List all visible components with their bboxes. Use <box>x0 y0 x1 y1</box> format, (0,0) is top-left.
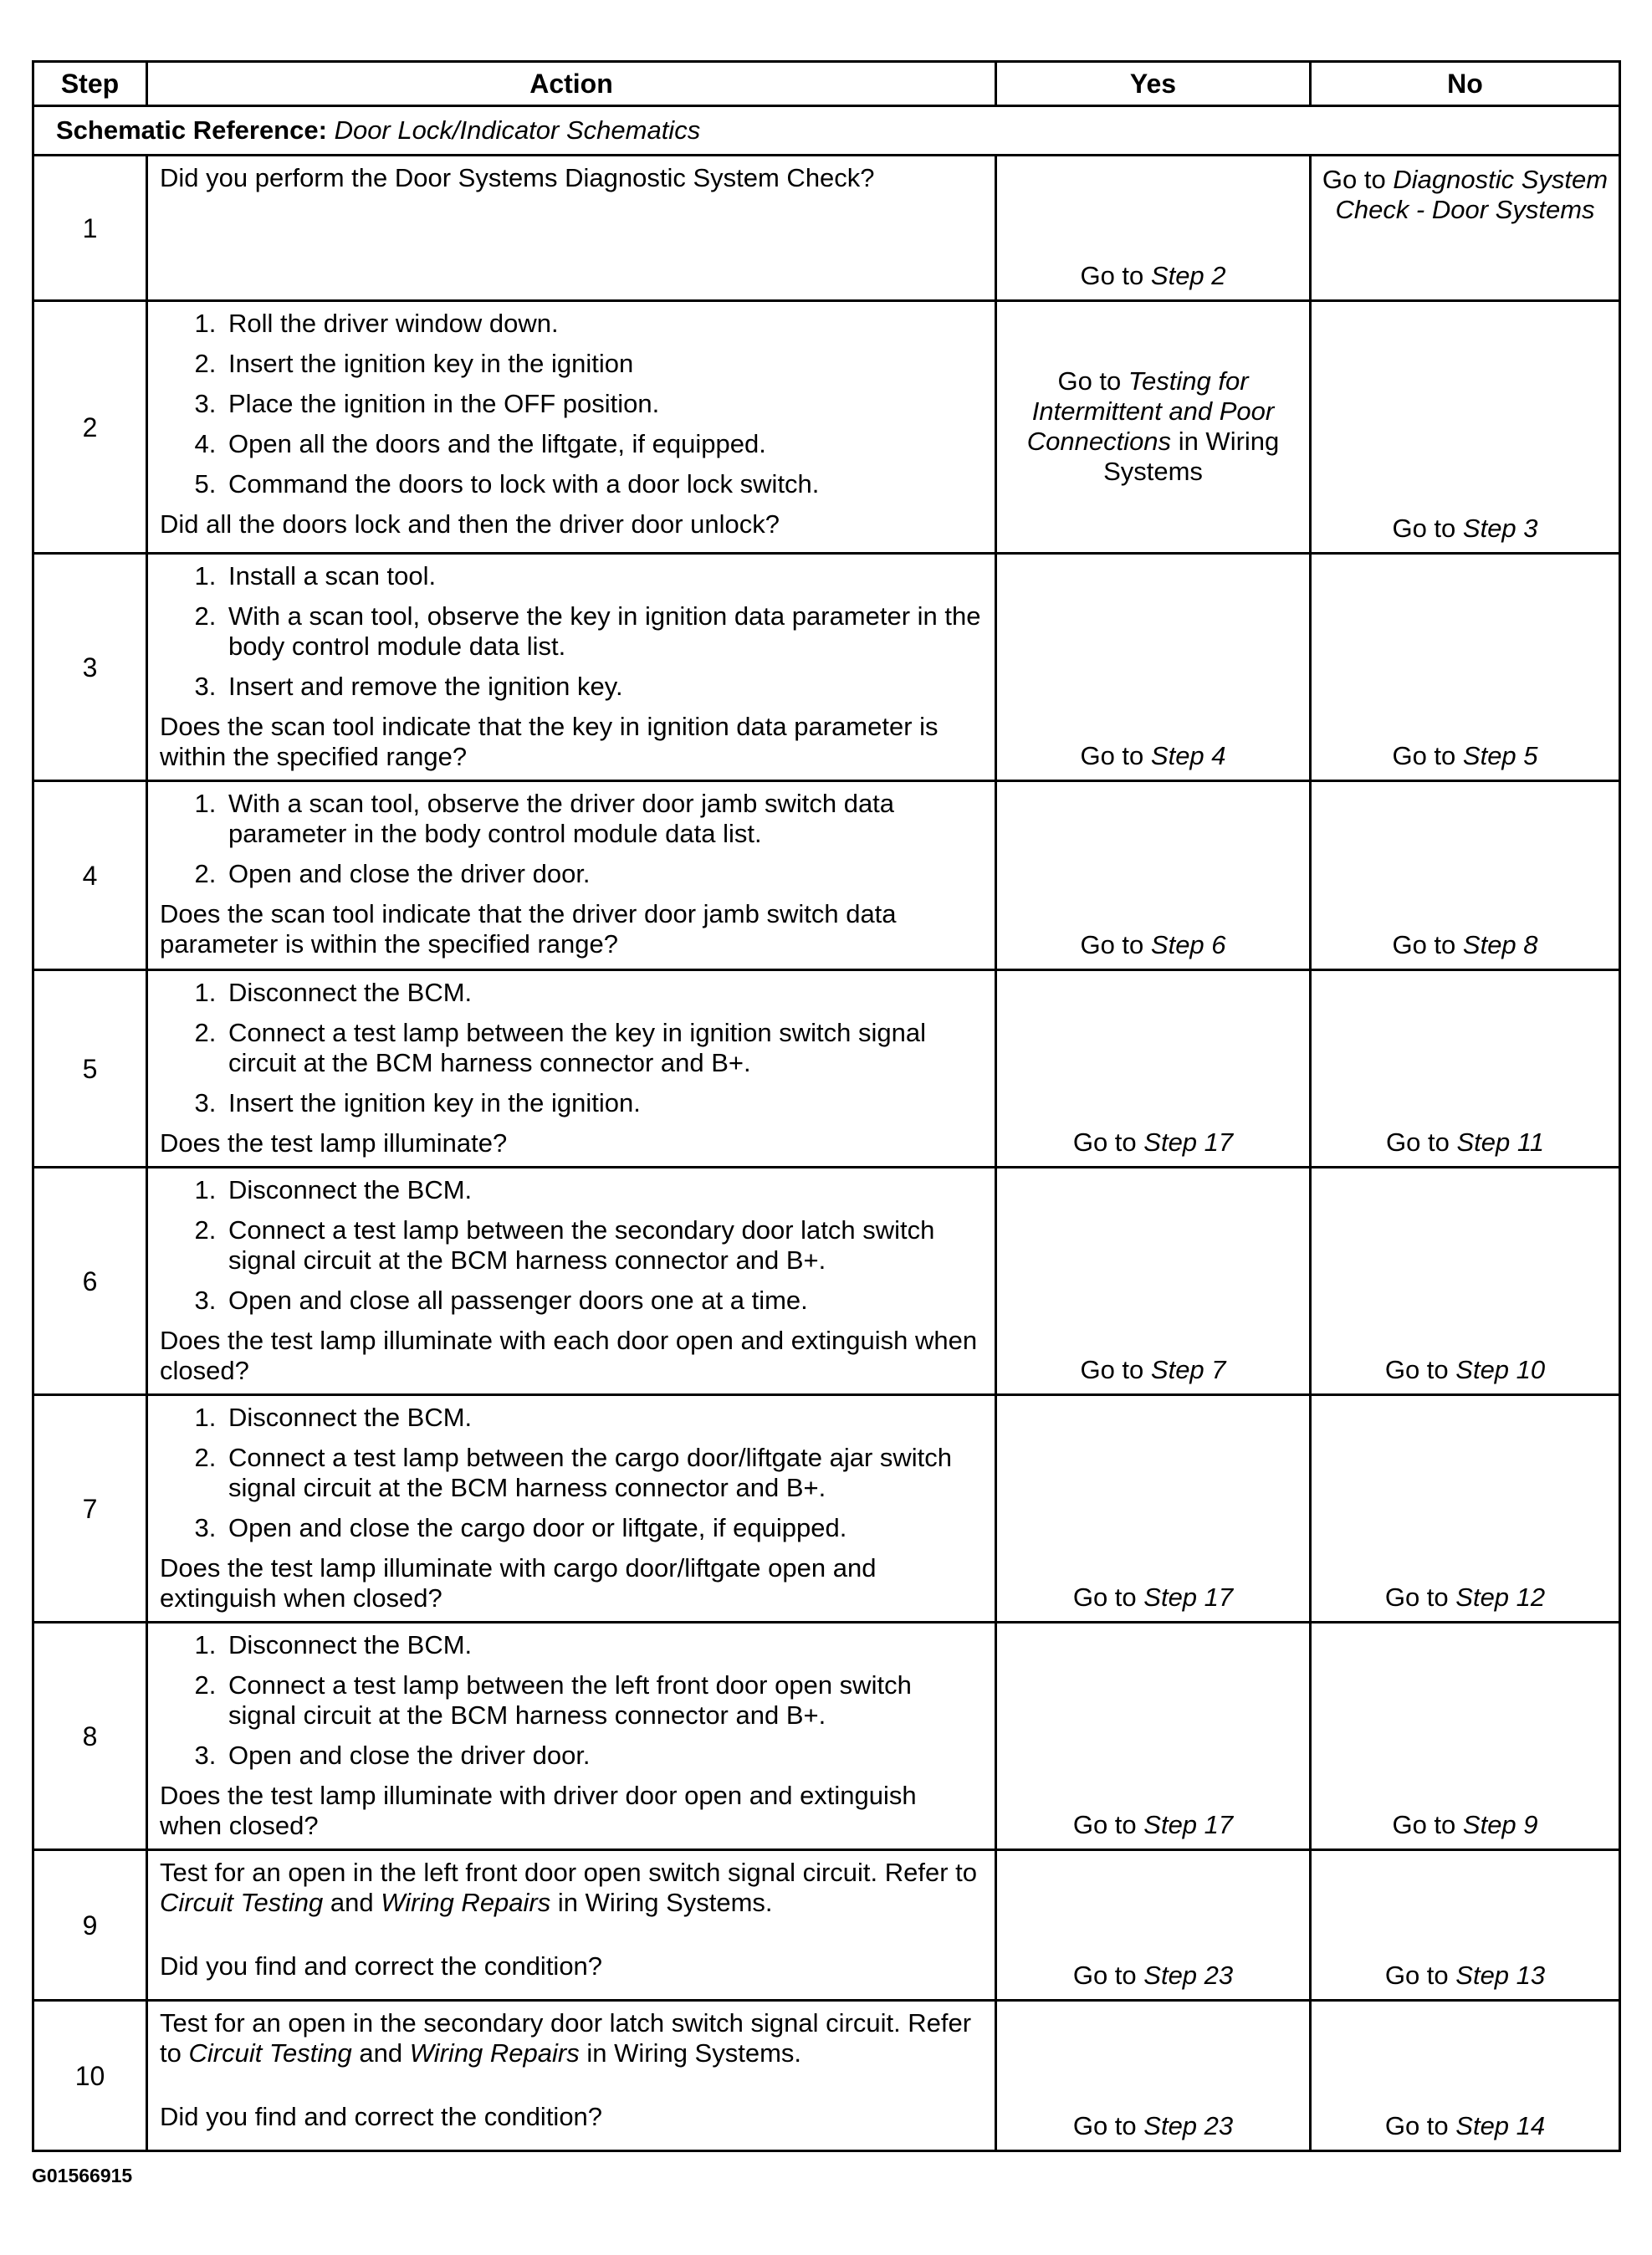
no-link[interactable]: Step 8 <box>1462 930 1538 959</box>
action-cell <box>147 970 996 1168</box>
table-row <box>33 156 1620 301</box>
circuit-testing-link[interactable]: Circuit Testing <box>160 1888 324 1917</box>
no-link[interactable]: Step 3 <box>1462 514 1538 543</box>
question-text: Does the test lamp illuminate with each door open and extinguish when closed? <box>160 1326 978 1385</box>
list-item: 3. Open and close all passenger doors one at a time. <box>223 1286 985 1316</box>
step-number: 7 <box>33 1395 147 1623</box>
no-link[interactable]: Step 11 <box>1456 1128 1545 1157</box>
list-item: 2. With a scan tool, observe the key in ignition data parameter in the body control module data list. <box>223 601 985 662</box>
yes-link[interactable]: Step 6 <box>1150 930 1226 959</box>
list-item: 3. Insert and remove the ignition key. <box>223 672 985 702</box>
no-cell: Go to Step 9 <box>1311 1623 1620 1850</box>
question-text: Did you find and correct the condition? <box>160 1951 603 1981</box>
list-item: 3. Open and close the cargo door or liftgate, if equipped. <box>223 1513 985 1543</box>
action-cell <box>147 554 996 781</box>
list-item: 5. Command the doors to lock with a door lock switch. <box>223 469 985 499</box>
action-cell <box>147 1395 996 1623</box>
question-text: Did all the doors lock and then the driver door unlock? <box>160 509 780 539</box>
question-text: Does the scan tool indicate that the key in ignition data parameter is within the specified range? <box>160 712 939 771</box>
step-number: 10 <box>33 2001 147 2151</box>
list-item: 1. Roll the driver window down. <box>223 309 985 339</box>
step-list <box>160 1403 985 1543</box>
no-link[interactable]: Step 5 <box>1462 741 1538 770</box>
yes-cell: Go to Step 6 <box>996 781 1311 970</box>
list-item: 2. Connect a test lamp between the left front door open switch signal circuit at the BCM harness connector and B+. <box>223 1670 985 1731</box>
question-text: Did you find and correct the condition? <box>160 2102 603 2131</box>
step-number: 3 <box>33 554 147 781</box>
table-row <box>33 301 1620 554</box>
list-item: 2. Connect a test lamp between the key in ignition switch signal circuit at the BCM harness connector and B+. <box>223 1018 985 1078</box>
step-number: 9 <box>33 1850 147 2001</box>
yes-cell: Go to Step 2 <box>996 156 1311 301</box>
yes-cell: Go to Step 17 <box>996 970 1311 1168</box>
action-cell <box>147 1623 996 1850</box>
no-link[interactable]: Step 10 <box>1455 1355 1546 1384</box>
action-cell <box>147 781 996 970</box>
step-number: 2 <box>33 301 147 554</box>
table-row <box>33 781 1620 970</box>
header-yes: Yes <box>996 62 1311 106</box>
list-item: 3. Place the ignition in the OFF position. <box>223 389 985 419</box>
action-cell <box>147 156 996 301</box>
yes-link[interactable]: Step 2 <box>1150 261 1226 290</box>
schematic-reference <box>33 106 1620 156</box>
yes-link[interactable]: Step 7 <box>1150 1355 1226 1384</box>
yes-cell: Go to Step 7 <box>996 1168 1311 1395</box>
table-row <box>33 1850 1620 2001</box>
yes-link[interactable]: Step 23 <box>1143 1961 1234 1990</box>
yes-cell: Go to Step 23 <box>996 2001 1311 2151</box>
question-text: Did you perform the Door Systems Diagnostic System Check? <box>160 163 875 192</box>
yes-link[interactable]: Step 17 <box>1143 1583 1234 1612</box>
no-cell: Go to Step 8 <box>1311 781 1620 970</box>
question-text: Does the scan tool indicate that the driver door jamb switch data parameter is within the specified range? <box>160 899 897 959</box>
step-list <box>160 561 985 702</box>
list-item: 2. Open and close the driver door. <box>223 859 985 889</box>
no-cell: Go to Step 14 <box>1311 2001 1620 2151</box>
step-list <box>160 789 985 889</box>
list-item: 3. Open and close the driver door. <box>223 1741 985 1771</box>
list-item: 1. With a scan tool, observe the driver door jamb switch data parameter in the body control module data list. <box>223 789 985 849</box>
question-text: Does the test lamp illuminate? <box>160 1128 508 1158</box>
yes-link[interactable]: Step 17 <box>1143 1128 1234 1157</box>
yes-cell: Go to Step 17 <box>996 1395 1311 1623</box>
table-row <box>33 1168 1620 1395</box>
list-item: 3. Insert the ignition key in the ignition. <box>223 1088 985 1118</box>
circuit-testing-link[interactable]: Circuit Testing <box>188 2038 352 2068</box>
action-cell <box>147 1850 996 2001</box>
schematic-value: Door Lock/Indicator Schematics <box>334 115 701 145</box>
wiring-repairs-link[interactable]: Wiring Repairs <box>381 1888 551 1917</box>
yes-cell: Go to Step 17 <box>996 1623 1311 1850</box>
no-link[interactable]: Step 13 <box>1455 1961 1546 1990</box>
list-item: 1. Disconnect the BCM. <box>223 1175 985 1205</box>
yes-cell: Go to Step 23 <box>996 1850 1311 2001</box>
question-text: Does the test lamp illuminate with cargo door/liftgate open and extinguish when closed? <box>160 1553 877 1613</box>
schematic-label: Schematic Reference: <box>56 115 327 145</box>
wiring-repairs-link[interactable]: Wiring Repairs <box>409 2038 580 2068</box>
no-link[interactable]: Step 14 <box>1455 2111 1546 2140</box>
action-cell <box>147 1168 996 1395</box>
list-item: 1. Disconnect the BCM. <box>223 978 985 1008</box>
no-cell: Go to Step 13 <box>1311 1850 1620 2001</box>
no-link[interactable]: Diagnostic System Check - Door Systems <box>1335 165 1609 224</box>
table-row <box>33 1395 1620 1623</box>
step-list <box>160 978 985 1118</box>
action-cell <box>147 301 996 554</box>
step-number: 5 <box>33 970 147 1168</box>
step-number: 8 <box>33 1623 147 1850</box>
list-item: 1. Install a scan tool. <box>223 561 985 591</box>
list-item: 1. Disconnect the BCM. <box>223 1403 985 1433</box>
question-text: Does the test lamp illuminate with driver door open and extinguish when closed? <box>160 1781 917 1840</box>
no-cell: Go to Step 5 <box>1311 554 1620 781</box>
step-list <box>160 1175 985 1316</box>
yes-cell: Go to Step 4 <box>996 554 1311 781</box>
instruction-text: Test for an open in the left front door open switch signal circuit. Refer to Circuit Testing and Wiring Repairs in Wiring Systems. <box>160 1858 978 1917</box>
step-number: 4 <box>33 781 147 970</box>
no-link[interactable]: Step 9 <box>1462 1810 1538 1839</box>
table-row <box>33 554 1620 781</box>
header-row <box>33 62 1620 106</box>
step-number: 1 <box>33 156 147 301</box>
no-cell: Go to Step 11 <box>1311 970 1620 1168</box>
yes-link[interactable]: Step 17 <box>1143 1810 1234 1839</box>
table-row <box>33 970 1620 1168</box>
schematic-row <box>33 106 1620 156</box>
header-no: No <box>1311 62 1620 106</box>
yes-cell: Go to Testing for Intermittent and Poor Connections in Wiring Systems <box>996 301 1311 554</box>
no-cell: Go to Step 12 <box>1311 1395 1620 1623</box>
table-row <box>33 2001 1620 2151</box>
step-number: 6 <box>33 1168 147 1395</box>
figure-code: G01566915 <box>32 2165 133 2186</box>
step-list <box>160 309 985 499</box>
step-list <box>160 1630 985 1771</box>
no-cell: Go to Diagnostic System Check - Door Systems <box>1311 156 1620 301</box>
header-step: Step <box>33 62 147 106</box>
yes-link[interactable]: Testing for Intermittent and Poor Connections <box>1026 366 1275 456</box>
diagnostic-table <box>32 60 1621 2152</box>
list-item: 4. Open all the doors and the liftgate, if equipped. <box>223 429 985 459</box>
list-item: 1. Disconnect the BCM. <box>223 1630 985 1660</box>
no-link[interactable]: Step 12 <box>1455 1583 1546 1612</box>
header-action: Action <box>147 62 996 106</box>
list-item: 2. Insert the ignition key in the ignition <box>223 349 985 379</box>
table-row <box>33 1623 1620 1850</box>
yes-link[interactable]: Step 4 <box>1150 741 1226 770</box>
list-item: 2. Connect a test lamp between the secondary door latch switch signal circuit at the BCM harness connector and B+. <box>223 1215 985 1276</box>
no-cell: Go to Step 10 <box>1311 1168 1620 1395</box>
list-item: 2. Connect a test lamp between the cargo door/liftgate ajar switch signal circuit at the BCM harness connector and B+. <box>223 1443 985 1503</box>
no-cell: Go to Step 3 <box>1311 301 1620 554</box>
instruction-text: Test for an open in the secondary door latch switch signal circuit. Refer to Circuit Testing and Wiring Repairs in Wiring Systems. <box>160 2008 972 2068</box>
action-cell <box>147 2001 996 2151</box>
yes-link[interactable]: Step 23 <box>1143 2111 1234 2140</box>
